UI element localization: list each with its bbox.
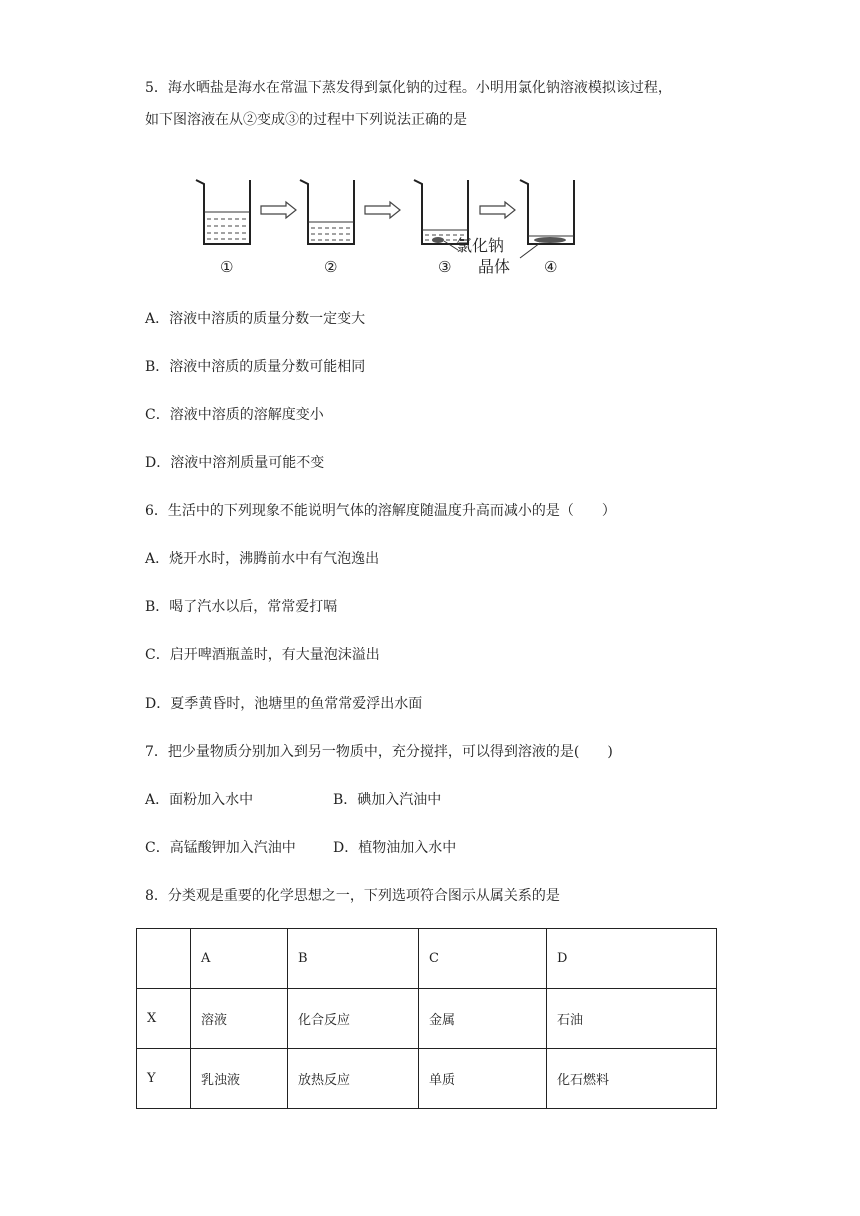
arrow-2 — [365, 202, 400, 218]
beaker-evaporation-diagram — [190, 172, 590, 280]
q7-option-c: C．高锰酸钾加入汽油中 — [145, 840, 296, 856]
table-cell — [137, 929, 191, 989]
q6-option-b: B．喝了汽水以后，常常爱打嗝 — [145, 599, 338, 615]
table-cell: 放热反应 — [288, 1049, 419, 1109]
q6-option-c: C．启开啤酒瓶盖时，有大量泡沫溢出 — [145, 647, 380, 663]
arrow-3 — [480, 202, 515, 218]
q5-stem-line1: 5．海水晒盐是海水在常温下蒸发得到氯化钠的过程。小明用氯化钠溶液模拟该过程， — [145, 80, 672, 96]
table-cell: B — [288, 929, 419, 989]
beaker-4 — [520, 180, 574, 258]
crystal-label-line1: 氯化钠 — [456, 236, 505, 255]
q7-stem: 7．把少量物质分别加入到另一物质中，充分搅拌，可以得到溶液的是( ) — [145, 744, 613, 760]
q7-option-d: D．植物油加入水中 — [333, 840, 457, 856]
q5-option-b: B．溶液中溶质的质量分数可能相同 — [145, 359, 366, 375]
table-row — [137, 1049, 717, 1109]
table-cell: 溶液 — [191, 989, 288, 1049]
q5-option-c: C．溶液中溶质的溶解度变小 — [145, 407, 324, 423]
q7-option-b: B．碘加入汽油中 — [333, 792, 442, 808]
label-1: ① — [220, 258, 234, 276]
crystal-label-line2: 晶体 — [478, 257, 511, 276]
table-cell: Y — [137, 1049, 191, 1109]
table-cell: 乳浊液 — [191, 1049, 288, 1109]
table-header-row — [137, 929, 717, 989]
q6-stem: 6．生活中的下列现象不能说明气体的溶解度随温度升高而减小的是（ ） — [145, 503, 616, 519]
q8-stem: 8．分类观是重要的化学思想之一，下列选项符合图示从属关系的是 — [145, 888, 560, 904]
label-4: ④ — [544, 258, 558, 276]
table-cell: C — [419, 929, 547, 989]
label-2: ② — [324, 258, 338, 276]
table-cell: D — [547, 929, 717, 989]
beaker-2 — [300, 180, 354, 244]
arrow-1 — [261, 202, 296, 218]
table-cell: 石油 — [547, 989, 717, 1049]
table-cell: 化合反应 — [288, 989, 419, 1049]
q5-option-d: D．溶液中溶剂质量可能不变 — [145, 455, 325, 471]
table-cell: X — [137, 989, 191, 1049]
beaker-1 — [196, 180, 250, 244]
q6-option-d: D．夏季黄昏时，池塘里的鱼常常爱浮出水面 — [145, 696, 423, 712]
q5-stem-line2: 如下图溶液在从②变成③的过程中下列说法正确的是 — [145, 112, 467, 128]
label-3: ③ — [438, 258, 452, 276]
table-cell: A — [191, 929, 288, 989]
q6-option-a: A．烧开水时，沸腾前水中有气泡逸出 — [145, 551, 380, 567]
classification-table — [136, 928, 717, 1109]
q7-option-a: A．面粉加入水中 — [145, 792, 254, 808]
table-cell: 化石燃料 — [547, 1049, 717, 1109]
table-row — [137, 989, 717, 1049]
q5-option-a: A．溶液中溶质的质量分数一定变大 — [145, 311, 366, 327]
table-cell: 金属 — [419, 989, 547, 1049]
table-cell: 单质 — [419, 1049, 547, 1109]
